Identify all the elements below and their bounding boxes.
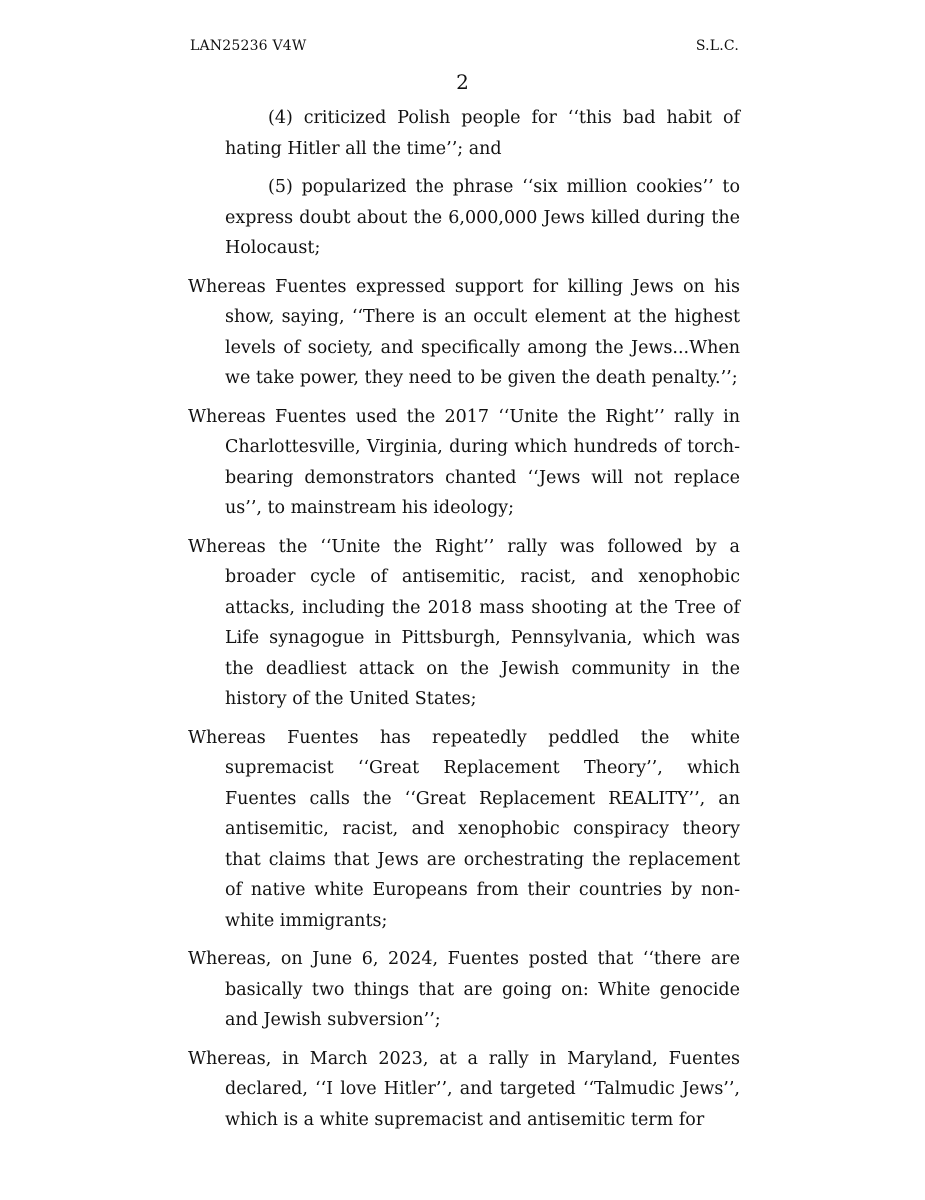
whereas-clause: Whereas Fuentes expressed support for killing Jews on his show, saying, ‘‘There is an occult element at the highest levels of society, and specifically among the Jews...When we take power, they need to be given the death penalty.’’;	[188, 276, 740, 388]
document-id: LAN25236 V4W	[190, 38, 307, 54]
whereas-clause: Whereas Fuentes has repeatedly peddled the white supremacist ‘‘Great Replacement Theory’’, which Fuentes calls the ‘‘Great Replacement REALITY’’, an antisemitic, racist, and xenophobic conspiracy theory that claims that Jews are orchestrating the replacement of native white Europeans from their countries by non-white immigrants;	[188, 727, 740, 931]
whereas-clause: Whereas Fuentes used the 2017 ‘‘Unite the Right’’ rally in Charlottesville, Virginia, during which hundreds of torch-bearing demonstrators chanted ‘‘Jews will not replace us’’, to mainstream his ideology;	[188, 406, 740, 518]
page-number: 2	[456, 70, 469, 94]
list-item: (4) criticized Polish people for ‘‘this bad habit of hating Hitler all the time’’; and	[225, 108, 740, 159]
whereas-clause: Whereas, in March 2023, at a rally in Maryland, Fuentes declared, ‘‘I love Hitler’’, and targeted ‘‘Talmudic Jews’’, which is a white supremacist and antisemitic term for	[188, 1048, 740, 1130]
resolution-body	[188, 103, 740, 1143]
whereas-clause: Whereas the ‘‘Unite the Right’’ rally was followed by a broader cycle of antisemitic, racist, and xenophobic attacks, including the 2018 mass shooting at the Tree of Life synagogue in Pittsburgh, Pennsylvania, which was the deadliest attack on the Jewish community in the history of the United States;	[188, 536, 740, 709]
whereas-clause: Whereas, on June 6, 2024, Fuentes posted that ‘‘there are basically two things that are going on: White genocide and Jewish subversion’’;	[188, 949, 740, 1030]
office-code: S.L.C.	[695, 38, 739, 54]
list-item: (5) popularized the phrase ‘‘six million cookies’’ to express doubt about the 6,000,000 Jews killed during the Holocaust;	[225, 177, 740, 258]
